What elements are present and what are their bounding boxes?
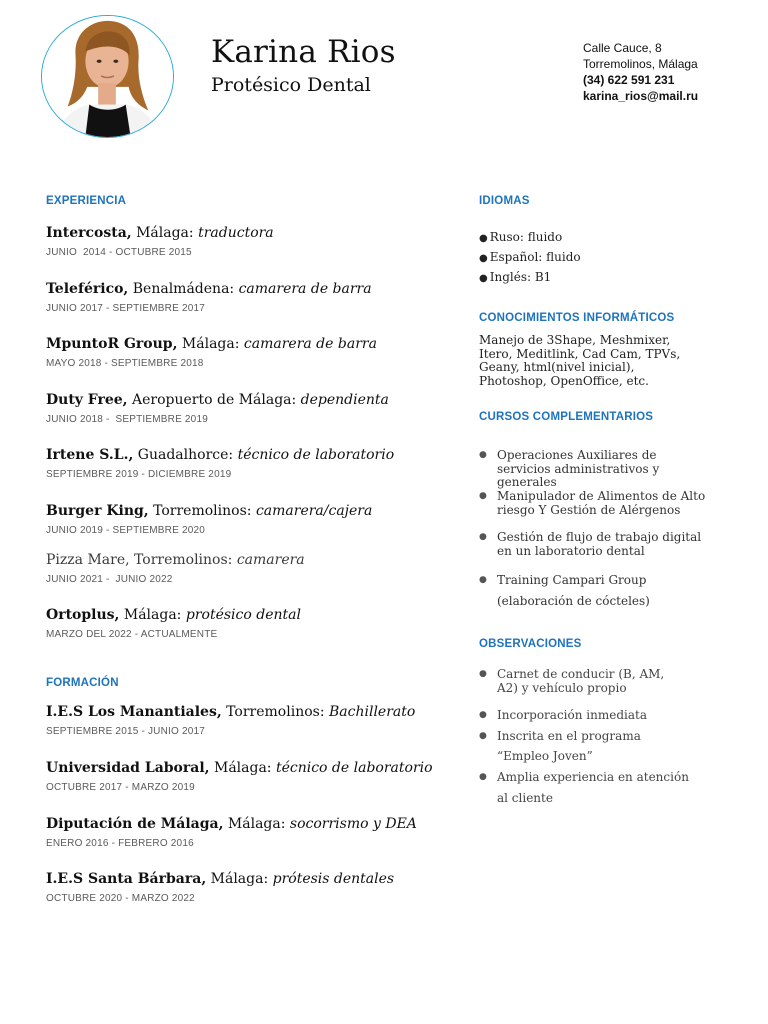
list-item <box>479 228 581 248</box>
entry-org: I.E.S Los Manantiales, <box>46 704 222 720</box>
note-item: Inscrita en el programa <box>497 729 641 743</box>
list-item <box>479 771 709 785</box>
entry-place: Málaga: <box>209 760 276 776</box>
entry-role: técnico de laboratorio <box>275 760 433 776</box>
note-continuation <box>479 750 709 764</box>
entry-place: Málaga: <box>131 225 199 241</box>
entry-role: dependienta <box>300 392 389 408</box>
course-item: Operaciones Auxiliares de servicios administrativos y generales <box>497 448 660 489</box>
entry-place: Málaga: <box>223 816 290 832</box>
experience-entry <box>46 392 389 425</box>
bullet-icon: ● <box>479 233 488 244</box>
experience-entry <box>46 281 372 314</box>
note-continuation <box>479 792 709 806</box>
bullet-icon: ● <box>479 450 487 460</box>
entry-dates: JUNIO 2014 - OCTUBRE 2015 <box>46 247 192 258</box>
entry-org: Diputación de Málaga, <box>46 816 224 832</box>
entry-org: Pizza Mare, <box>46 552 130 568</box>
address-line-1: Calle Cauce, 8 <box>583 41 662 55</box>
experience-entry <box>46 503 372 536</box>
entry-role: socorrismo y DEA <box>289 816 417 832</box>
education-entry <box>46 871 394 904</box>
experience-entry <box>46 336 377 369</box>
entry-dates: SEPTIEMBRE 2015 - JUNIO 2017 <box>46 726 205 737</box>
entry-org: Ortoplus, <box>46 607 120 623</box>
list-item <box>479 248 581 268</box>
list-item <box>479 490 709 517</box>
course-item-continued: (elaboración de cócteles) <box>497 594 650 608</box>
person-photo-icon <box>42 16 173 137</box>
contact-block <box>583 40 698 104</box>
bullet-icon: ● <box>479 253 488 264</box>
bullet-icon: ● <box>479 491 487 501</box>
entry-place: Aeropuerto de Málaga: <box>127 392 301 408</box>
languages-list <box>479 228 581 288</box>
skills-heading: CONOCIMIENTOS INFORMÁTICOS <box>479 312 675 324</box>
entry-dates: MAYO 2018 - SEPTIEMBRE 2018 <box>46 358 204 369</box>
note-item-continued: al cliente <box>497 791 553 805</box>
course-item: Manipulador de Alimentos de Alto riesgo Y Gestión de Alérgenos <box>497 489 706 517</box>
entry-place: Málaga: <box>119 607 186 623</box>
bullet-icon: ● <box>479 273 488 284</box>
course-item: Gestión de flujo de trabajo digital en un laboratorio dental <box>497 530 702 558</box>
entry-role: camarera de barra <box>243 336 377 352</box>
list-item <box>479 709 709 723</box>
courses-heading: CURSOS COMPLEMENTARIOS <box>479 411 654 423</box>
education-entry <box>46 704 415 737</box>
entry-org: Burger King, <box>46 503 149 519</box>
entry-dates: SEPTIEMBRE 2019 - DICIEMBRE 2019 <box>46 469 232 480</box>
experience-entry <box>46 225 274 258</box>
list-item <box>479 268 581 288</box>
entry-org: Intercosta, <box>46 225 132 241</box>
note-item: Incorporación inmediata <box>497 708 647 722</box>
language-item: Inglés: B1 <box>489 270 552 284</box>
list-item <box>479 449 709 490</box>
entry-role: protésico dental <box>185 607 301 623</box>
entry-role: traductora <box>198 225 274 241</box>
language-item: Ruso: fluido <box>489 230 563 244</box>
entry-role: camarera de barra <box>238 281 372 297</box>
entry-org: MpuntoR Group, <box>46 336 178 352</box>
entry-org: I.E.S Santa Bárbara, <box>46 871 207 887</box>
experience-entry <box>46 607 301 640</box>
course-continuation <box>479 595 709 609</box>
bullet-icon: ● <box>479 710 487 720</box>
education-entry <box>46 760 433 793</box>
list-item <box>479 574 709 588</box>
note-item: Amplia experiencia en atención <box>497 770 689 784</box>
entry-role: camarera <box>236 552 305 568</box>
experience-heading: EXPERIENCIA <box>46 195 127 207</box>
experience-entry <box>46 552 305 585</box>
entry-org: Teleférico, <box>46 281 129 297</box>
note-item: Carnet de conducir (B, AM, A2) y vehículo propio <box>497 667 665 695</box>
entry-dates: ENERO 2016 - FEBRERO 2016 <box>46 838 194 849</box>
education-heading: FORMACIÓN <box>46 677 119 689</box>
list-item <box>479 730 709 744</box>
entry-org: Universidad Laboral, <box>46 760 210 776</box>
languages-heading: IDIOMAS <box>479 195 530 207</box>
entry-role: técnico de laboratorio <box>237 447 395 463</box>
address-line-2: Torremolinos, Málaga <box>583 57 698 71</box>
education-entry <box>46 816 417 849</box>
candidate-role: Protésico Dental <box>211 74 371 96</box>
entry-place: Málaga: <box>177 336 244 352</box>
entry-dates: JUNIO 2019 - SEPTIEMBRE 2020 <box>46 525 205 536</box>
entry-dates: OCTUBRE 2020 - MARZO 2022 <box>46 893 195 904</box>
entry-dates: JUNIO 2021 - JUNIO 2022 <box>46 574 173 585</box>
entry-place: Torremolinos: <box>148 503 256 519</box>
bullet-icon: ● <box>479 532 487 542</box>
notes-heading: OBSERVACIONES <box>479 638 582 650</box>
bullet-icon: ● <box>479 575 487 585</box>
entry-place: Benalmádena: <box>128 281 239 297</box>
course-item: Training Campari Group <box>497 573 647 587</box>
entry-role: camarera/cajera <box>255 503 373 519</box>
entry-place: Torremolinos: <box>221 704 329 720</box>
list-item <box>479 531 709 558</box>
entry-role: Bachillerato <box>329 704 416 720</box>
skills-text: Manejo de 3Shape, Meshmixer, Itero, Meditlink, Cad Cam, TPVs, Geany, html(nivel inicial), Photoshop, OpenOffice, etc. <box>479 333 681 388</box>
entry-place: Málaga: <box>206 871 273 887</box>
entry-org: Irtene S.L., <box>46 447 134 463</box>
bullet-icon: ● <box>479 731 487 741</box>
entry-role: prótesis dentales <box>272 871 395 887</box>
entry-place: Guadalhorce: <box>133 447 238 463</box>
entry-org: Duty Free, <box>46 392 128 408</box>
entry-dates: MARZO DEL 2022 - ACTUALMENTE <box>46 629 218 640</box>
phone-number: (34) 622 591 231 <box>583 73 675 87</box>
entry-dates: JUNIO 2017 - SEPTIEMBRE 2017 <box>46 303 205 314</box>
candidate-name: Karina Rios <box>211 34 396 70</box>
entry-place: Torremolinos: <box>129 552 237 568</box>
entry-dates: JUNIO 2018 - SEPTIEMBRE 2019 <box>46 414 208 425</box>
list-item <box>479 668 709 695</box>
language-item: Español: fluido <box>489 250 581 264</box>
bullet-icon: ● <box>479 669 487 679</box>
profile-photo <box>41 15 174 138</box>
bullet-icon: ● <box>479 772 487 782</box>
experience-entry <box>46 447 394 480</box>
note-item-continued: “Empleo Joven” <box>497 749 593 763</box>
email-address: karina_rios@mail.ru <box>583 89 699 103</box>
entry-dates: OCTUBRE 2017 - MARZO 2019 <box>46 782 195 793</box>
